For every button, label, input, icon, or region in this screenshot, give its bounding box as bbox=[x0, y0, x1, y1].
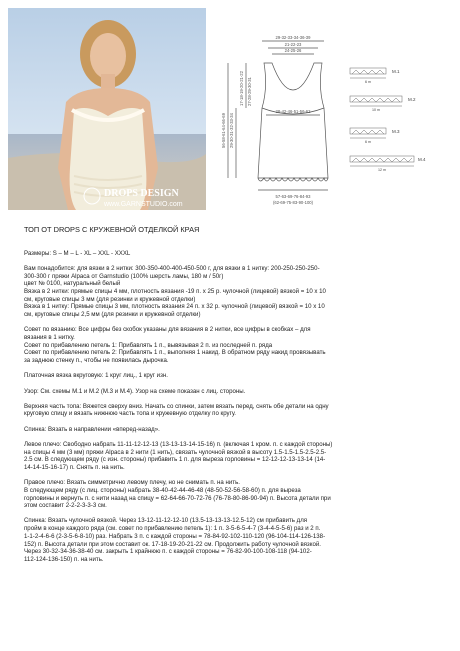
chart-count-m3: 6 m bbox=[365, 140, 371, 144]
right-shoulder-block: Правое плечо: Вязать симметрично левому плечу, но не снимать п. на нить. В следующем ряду (с лиц. стороны) набрать 38-40-42-44-46-48 (48-50-52-56-58-60) п. для выреза горловины и вернуть п. с нити назад на спицу = 62-64-66-70-72-76 (76-78-80-86-90-94) п. Высота детали при этом составит 2-2-2-3-3-3 см. bbox=[24, 479, 331, 510]
chart-count-m1: 6 m bbox=[365, 80, 371, 84]
chart-label-m4: M.4 bbox=[418, 157, 426, 162]
chart-label-m1: M.1 bbox=[392, 69, 400, 74]
left-size-c: 17-18-19-20-21-22 bbox=[239, 71, 244, 106]
sizes-line: Размеры: S – M – L - XL – XXL - XXXL bbox=[24, 249, 131, 257]
top-block: Верхняя часть топа: Вяжется сверху вниз. Начать со спинки, затем вязать перед, снять обе детали на одну круговую спицу и вязать нижнюю часть топа и кружевную отделку по кругу. bbox=[24, 402, 329, 418]
chart-label-m2: M.2 bbox=[408, 97, 416, 102]
bottom-size-2: (62-69-75-83-90-100) bbox=[272, 200, 314, 205]
chart-count-m4: 12 m bbox=[378, 168, 386, 172]
top-size-1: 29-32-33-34-36-39 bbox=[275, 35, 311, 40]
materials-block: Вам понадобится: для вязки в 2 нитки: 300-350-400-400-450-500 г, для вязки в 1 нитку: 200-250-250-250- 300-300 г пряжи Alpaca от Garnstudio (100% шерсть ламы, 180 м / 50г) цвет № 0100, натуральный белый Вязка в 2 нитки: прямые спицы 4 мм, плотность вязания -19 п. х 25 р. чулочной (лицевой) вязкой = 10 х 10 см, круговые спицы 3 мм (для резинки и кружевной отделки) Вязка в 1 нитку: Прямые спицы 3 мм, плотность вязания 24 п. х 32 р. чулочной (лицевой) вязкой = 10 х 10 см, круговые спицы 2,5 мм (для резинки и кружевной отделки) bbox=[24, 264, 326, 319]
left-size-d: 27-28-29-30-31 bbox=[247, 77, 252, 106]
left-size-a: 56-58-61-64-66-69 bbox=[221, 113, 226, 148]
brand-name: DROPS DESIGN bbox=[104, 188, 179, 199]
advice-block: Совет по вязанию: Все цифры без скобок указаны для вязания в 2 нитки, все цифры в скобках – для вязания в 1 нитку. Совет по прибавлению петель 1: Прибавлять 1 п., вывязывая 2 п. из последней п. ряда Совет по прибавлению петель 2: Прибавлять 1 п., выполняя 1 накид. В обратном ряду накид провязывать за заднюю стенку п., чтобы не появилась дырочка. bbox=[24, 326, 326, 365]
platochnaya-line: Платочная вязка вкруговую: 1 круг лиц., 1 круг изн. bbox=[24, 372, 168, 380]
back-block: Спинка: Вязать чулочной вязкой. Через 13-12-11-12-12-10 (13.5-13-13-13-12.5-12) см прибавить для пройм в конце каждого ряда (см. совет по прибавлению петель 1): 1 п. 3-5-6-5-4-7 (3-4-4-5-5-6) раз и 2 п. 1-1-2-4-6-6 (2-3-5-6-8-10) раз. Набрать 3 п. с каждой стороны = 78-84-92-102-110-120 (96-104-114-126-138- 152) п. Высота детали при этом составит ок. 17-18-19-20-21-22 см. Продолжить работу чулочной вязкой. Через 30-32-34-36-38-40 см. закрыть 1 крайнюю п. с каждой стороны = 76-82-90-100-108-118 (94-102- 112-124-136-150) п. на нить. bbox=[24, 517, 326, 563]
chart-count-m2: 10 m bbox=[372, 108, 380, 112]
top-size-3: 24-25-26 bbox=[284, 48, 302, 53]
spinka-line: Спинка: Вязать в направлении «вперед-назад». bbox=[24, 425, 160, 433]
pattern-title: ТОП ОТ DROPS С КРУЖЕВНОЙ ОТДЕЛКОЙ КРАЯ bbox=[24, 225, 200, 234]
left-size-b: 29-30-31-32-33-34 bbox=[229, 113, 234, 148]
pattern-text bbox=[24, 226, 454, 571]
model-illustration bbox=[8, 8, 206, 210]
uzor-line: Узор: См. схемы М.1 и М.2 (М.3 и М.4). Узор на схеме показан с лиц. стороны. bbox=[24, 387, 246, 395]
brand-url: www.GARNSTUDIO.com bbox=[104, 201, 183, 208]
top-size-2: 21-22-23 bbox=[284, 42, 302, 47]
left-shoulder-block: Левое плечо: Свободно набрать 11-11-12-12-13 (13-13-13-14-15-16) п. (включая 1 кром. п. с каждой стороны) на спицы 4 мм (3 мм) пряжи Alpaca в 2 нити (1 нить), связать чулочной вязкой в высоту 1.5-1.5-1.5-2.5-2.5- 2.5 см. В следующем ряду (с изн. стороны) прибавить 1 п. для выреза горловины = 12-12-12-13-13-14 (14- 14-14-15-16-17) п. Снять п. на нить. bbox=[24, 440, 333, 471]
chart-label-m3: M.3 bbox=[392, 129, 400, 134]
mid-size: 38-42-46-51-56-62 bbox=[275, 109, 311, 114]
bottom-size-1: 57-63-69-76-84-93 bbox=[275, 194, 311, 199]
model-photo bbox=[8, 8, 206, 210]
garment-schematic bbox=[212, 28, 452, 218]
